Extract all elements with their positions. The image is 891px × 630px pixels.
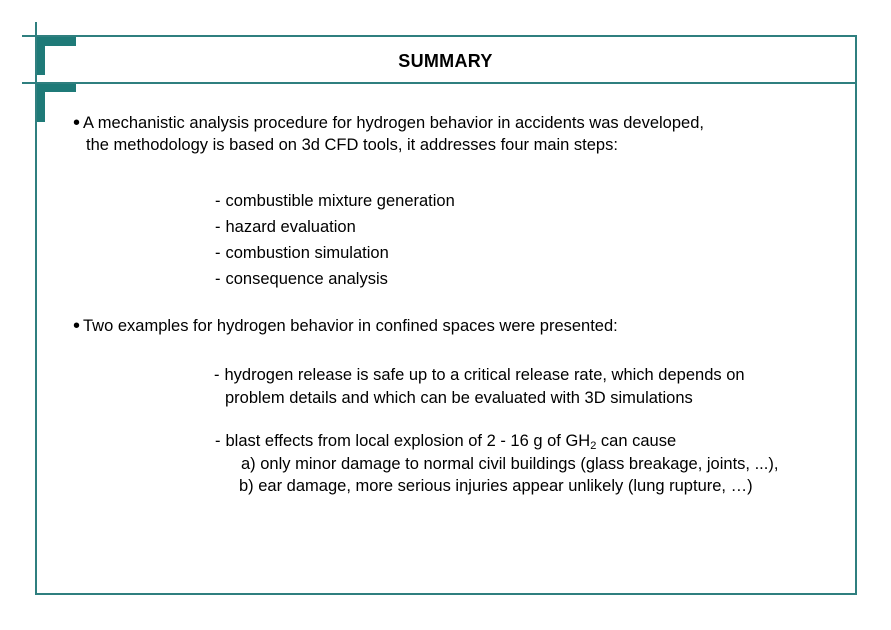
example2-line2: a) only minor damage to normal civil buildings (glass breakage, joints, ...), xyxy=(241,455,779,473)
step-item xyxy=(215,190,455,212)
dash-icon: - xyxy=(214,366,220,384)
title-separator-line xyxy=(22,82,857,84)
step-item xyxy=(215,242,389,264)
step-label: combustible mixture generation xyxy=(225,192,455,210)
dash-icon: - xyxy=(215,244,221,262)
dash-icon: - xyxy=(215,432,221,450)
frame-bottom-line xyxy=(35,593,857,595)
step-item xyxy=(215,268,388,290)
frame-top-line xyxy=(22,35,857,37)
example2-line3: b) ear damage, more serious injuries appear unlikely (lung rupture, …) xyxy=(239,477,753,495)
subscript-2: 2 xyxy=(590,440,597,452)
bullet1-line2: the methodology is based on 3d CFD tools, it addresses four main steps: xyxy=(86,136,618,154)
dash-icon: - xyxy=(215,192,221,210)
bullet2-text-line1: Two examples for hydrogen behavior in confined spaces were presented: xyxy=(83,317,618,335)
example1-text-line1: hydrogen release is safe up to a critical release rate, which depends on xyxy=(224,366,745,384)
decor-bar-top-horizontal xyxy=(37,37,76,46)
bullet-icon: • xyxy=(73,315,81,337)
bullet1-text-line1: A mechanistic analysis procedure for hydrogen behavior in accidents was developed, xyxy=(83,114,704,132)
example2-text-pre: blast effects from local explosion of 2 - 16 g of GH xyxy=(225,432,591,450)
step-item xyxy=(215,216,356,238)
page-title: SUMMARY xyxy=(398,51,493,71)
example1-line2: problem details and which can be evaluated with 3D simulations xyxy=(225,389,693,407)
step-label: combustion simulation xyxy=(225,244,389,262)
decor-bar-bottom-horizontal xyxy=(37,84,76,92)
step-label: hazard evaluation xyxy=(225,218,356,236)
example1-line1 xyxy=(214,364,745,386)
dash-icon: - xyxy=(215,218,221,236)
bullet1-line1 xyxy=(73,112,704,134)
bullet2-line1 xyxy=(73,315,618,337)
dash-icon: - xyxy=(215,270,221,288)
example2-line1 xyxy=(215,430,676,452)
example2-text-post: can cause xyxy=(596,432,677,450)
step-label: consequence analysis xyxy=(225,270,388,288)
bullet-icon: • xyxy=(73,112,81,134)
frame-right-line xyxy=(855,35,857,595)
